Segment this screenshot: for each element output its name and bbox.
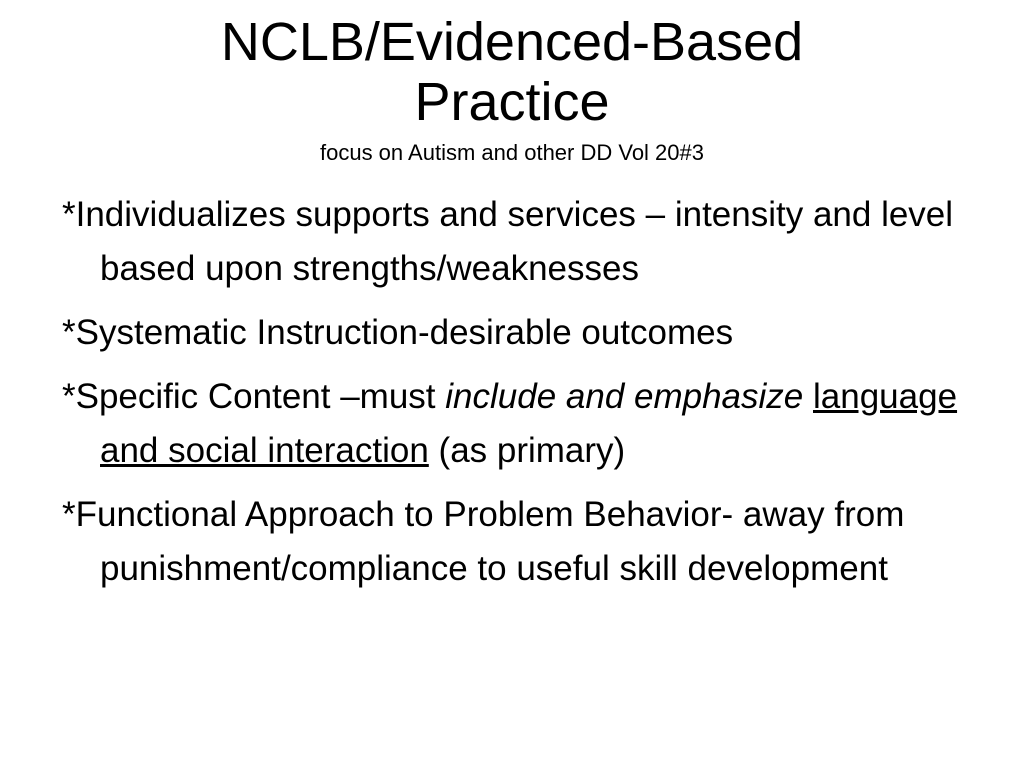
bullet-list (62, 188, 972, 606)
title-line-2: Practice (414, 72, 610, 132)
bullet-text-mid (803, 377, 813, 416)
bullet-item-4 (62, 488, 972, 596)
bullet-text: *Individualizes supports and services – intensity and level based upon strengths/weaknesses (62, 195, 954, 288)
bullet-item-3 (62, 370, 972, 478)
bullet-item-2 (62, 306, 972, 360)
title-line-1: NCLB/Evidenced-Based (220, 12, 804, 72)
bullet-text: *Functional Approach to Problem Behavior- away from punishment/compliance to useful skill development (62, 495, 905, 588)
bullet-text: *Systematic Instruction-desirable outcomes (62, 313, 734, 352)
slide-title (60, 12, 964, 167)
bullet-item-1 (62, 188, 972, 296)
bullet-text-end: (as primary) (428, 431, 626, 470)
slide-subtitle: focus on Autism and other DD Vol 20#3 (319, 140, 704, 165)
bullet-text-start: *Specific Content –must (62, 377, 446, 416)
bullet-text-underlined: language and social interaction (100, 377, 958, 470)
bullet-text-italic: include and emphasize (445, 377, 804, 416)
